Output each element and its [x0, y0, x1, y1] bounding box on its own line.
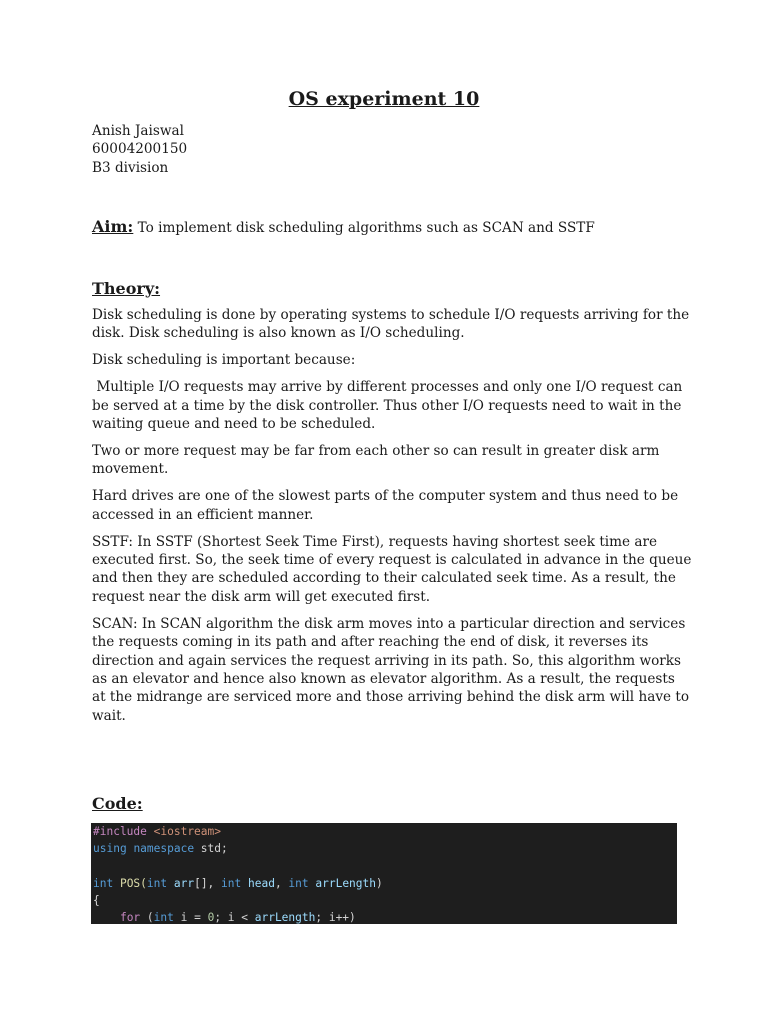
code-line [91, 840, 677, 857]
author-roll-number: 60004200150 [92, 141, 188, 158]
code-token: 0 [207, 911, 215, 924]
author-division: B3 division [92, 159, 169, 176]
code-token: ; i < [214, 911, 255, 924]
theory-paragraph: Disk scheduling is done by operating systems to schedule I/O requests arriving for the disk. Disk scheduling is also known as I/O scheduling. [92, 307, 690, 342]
code-token: { [93, 894, 100, 908]
code-token: int [146, 876, 168, 890]
code-line [91, 892, 677, 909]
theory-heading: Theory: [92, 279, 161, 298]
author-name: Anish Jaiswal [92, 123, 184, 139]
code-block [91, 823, 677, 924]
code-token: int [153, 911, 174, 924]
code-token: head [241, 876, 275, 890]
code-token: arrLength [254, 911, 316, 924]
theory-paragraph: Multiple I/O requests may arrive by different processes and only one I/O request can be served at a time by the disk controller. Thus other I/O requests need to wait in the waiting queue and need to be scheduled. [92, 379, 687, 433]
code-token: int [288, 876, 309, 890]
code-line [91, 858, 677, 875]
theory-paragraph: Two or more request may be far from each other so can result in greater disk arm movement. [92, 442, 660, 478]
code-token: arrLength [308, 876, 376, 890]
page-title: OS experiment 10 [288, 88, 480, 110]
code-token: namespace [133, 842, 195, 856]
code-token: POS( [113, 876, 147, 890]
code-token: using [93, 842, 127, 856]
code-heading: Code: [92, 794, 143, 813]
code-token: ( [140, 911, 154, 924]
code-token: arr [167, 876, 195, 890]
code-token: ) [376, 876, 383, 890]
theory-body [92, 306, 692, 734]
code-token: ; i++) [315, 911, 356, 924]
code-token: <iostream> [153, 825, 221, 838]
code-token: , [274, 876, 289, 890]
code-token [93, 911, 120, 924]
code-token: for [119, 911, 141, 924]
code-line [91, 823, 677, 840]
aim-section [92, 218, 692, 237]
code-line [91, 909, 677, 924]
code-token: std; [194, 842, 228, 856]
code-token: int [93, 876, 114, 890]
aim-text: To implement disk scheduling algorithms such as SCAN and SSTF [137, 220, 595, 236]
aim-label: Aim: [92, 217, 134, 236]
code-line [91, 875, 677, 892]
theory-paragraph: Hard drives are one of the slowest parts of the computer system and thus need to be accessed in an efficient manner. [92, 488, 679, 523]
theory-paragraph: SSTF: In SSTF (Shortest Seek Time First), requests having shortest seek time are executed first. So, the seek time of every request is calculated in advance in the queue and then they are scheduled according to their calculated seek time. As a result, the request near the disk arm will get executed first. [92, 533, 692, 605]
author-info [92, 122, 692, 177]
code-token: i = [173, 911, 208, 924]
theory-paragraph: Disk scheduling is important because: [92, 352, 356, 369]
code-token: #include [93, 825, 147, 838]
theory-paragraph: SCAN: In SCAN algorithm the disk arm moves into a particular direction and services the requests coming in its path and after reaching the end of disk, it reverses its direction and again services the request arriving in its path. So, this algorithm works as an elevator and hence also known as elevator algorithm. As a result, the requests at the midrange are serviced more and those arriving behind the disk arm will have to wait. [92, 615, 690, 724]
code-token: int [221, 876, 242, 890]
code-token: [], [194, 876, 222, 890]
